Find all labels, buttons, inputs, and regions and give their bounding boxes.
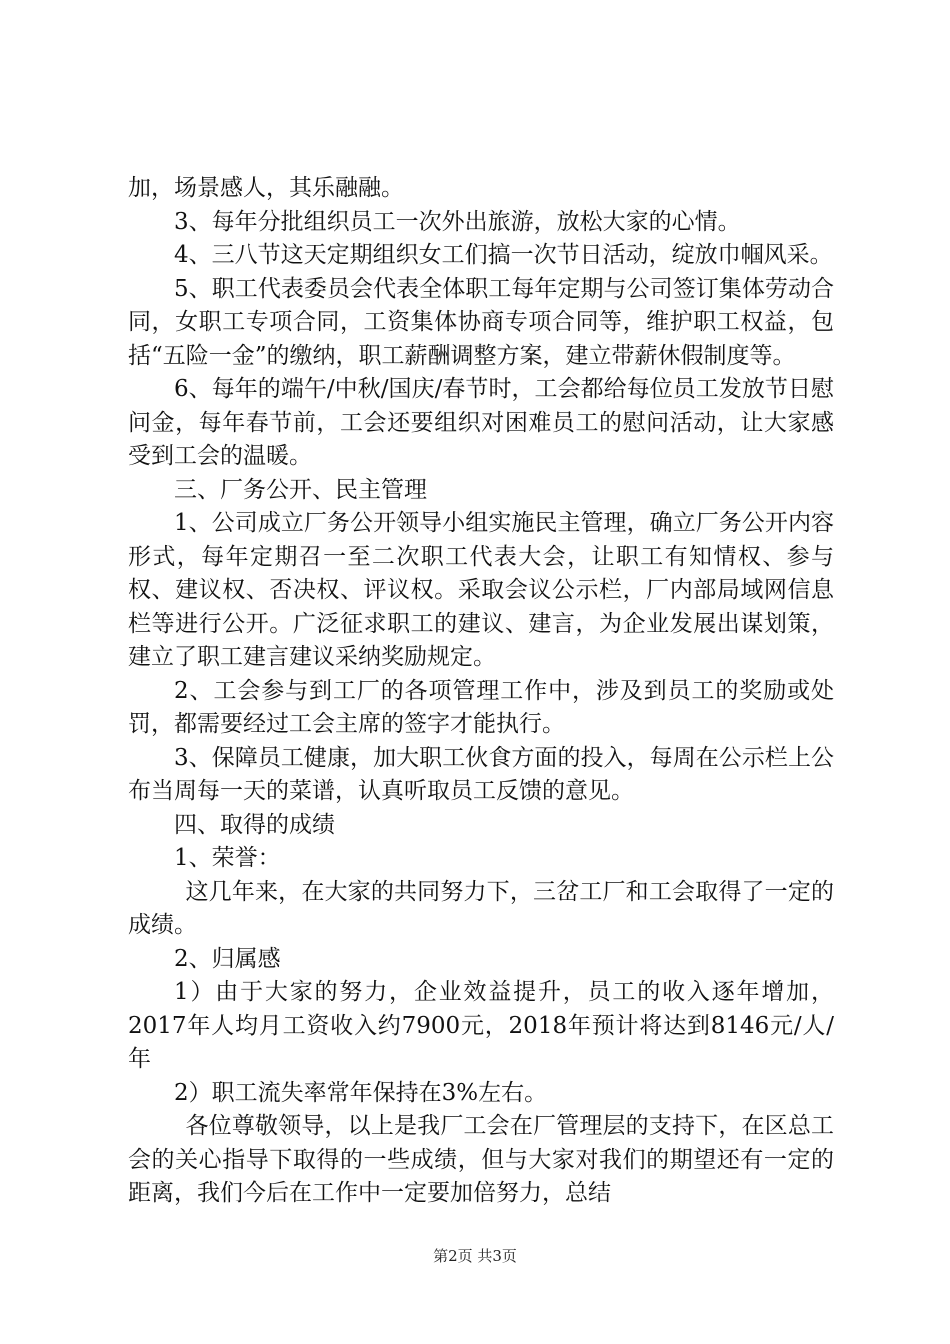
subheading: 2、归属感 <box>174 945 281 972</box>
paragraph: 6、每年的端午/中秋/国庆/春节时，工会都给每位员工发放节日慰问金，每年春节前，工会还要组织对困难员工的慰问活动，让大家感受到工会的温暖。 <box>128 376 834 469</box>
paragraph: 1）由于大家的努力，企业效益提升，员工的收入逐年增加，2017年人均月工资收入约7900元，2018年预计将达到8146元/人/年 <box>128 979 834 1072</box>
page-number-footer: 第2页 共3页 <box>433 1247 517 1265</box>
paragraph: 1、公司成立厂务公开领导小组实施民主管理，确立厂务公开内容形式，每年定期召一至二次职工代表大会，让职工有知情权、参与权、建议权、否决权、评议权。采取会议公示栏，厂内部局域网信息栏等进行公开。广泛征求职工的建议、建言，为企业发展出谋划策，建立了职工建言建议采纳奖励规定。 <box>128 510 834 670</box>
subheading: 1、荣誉： <box>174 845 281 871</box>
paragraph: 各位尊敬领导，以上是我厂工会在厂管理层的支持下，在区总工会的关心指导下取得的一些成绩，但与大家对我们的期望还有一定的距离，我们今后在工作中一定要加倍努力，总结 <box>128 1113 834 1206</box>
paragraph: 3、保障员工健康，加大职工伙食方面的投入，每周在公示栏上公布当周每一天的菜谱，认真听取员工反馈的意见。 <box>128 744 834 804</box>
paragraph: 加，场景感人，其乐融融。 <box>128 175 404 201</box>
paragraph: 这几年来，在大家的共同努力下，三岔工厂和工会取得了一定的成绩。 <box>128 878 834 938</box>
document-body <box>128 172 834 1211</box>
paragraph: 5、职工代表委员会代表全体职工每年定期与公司签订集体劳动合同，女职工专项合同，工资集体协商专项合同等，维护职工权益，包括“五险一金”的缴纳，职工薪酬调整方案，建立带薪休假制度等。 <box>128 275 834 369</box>
section-heading: 四、取得的成绩 <box>174 811 335 838</box>
paragraph: 2、工会参与到工厂的各项管理工作中，涉及到员工的奖励或处罚，都需要经过工会主席的签字才能执行。 <box>128 677 834 737</box>
paragraph: 3、每年分批组织员工一次外出旅游，放松大家的心情。 <box>174 208 741 235</box>
paragraph: 2）职工流失率常年保持在3%左右。 <box>174 1079 548 1106</box>
paragraph: 4、三八节这天定期组织女工们搞一次节日活动，绽放巾帼风采。 <box>174 242 833 268</box>
section-heading: 三、厂务公开、民主管理 <box>174 476 427 503</box>
